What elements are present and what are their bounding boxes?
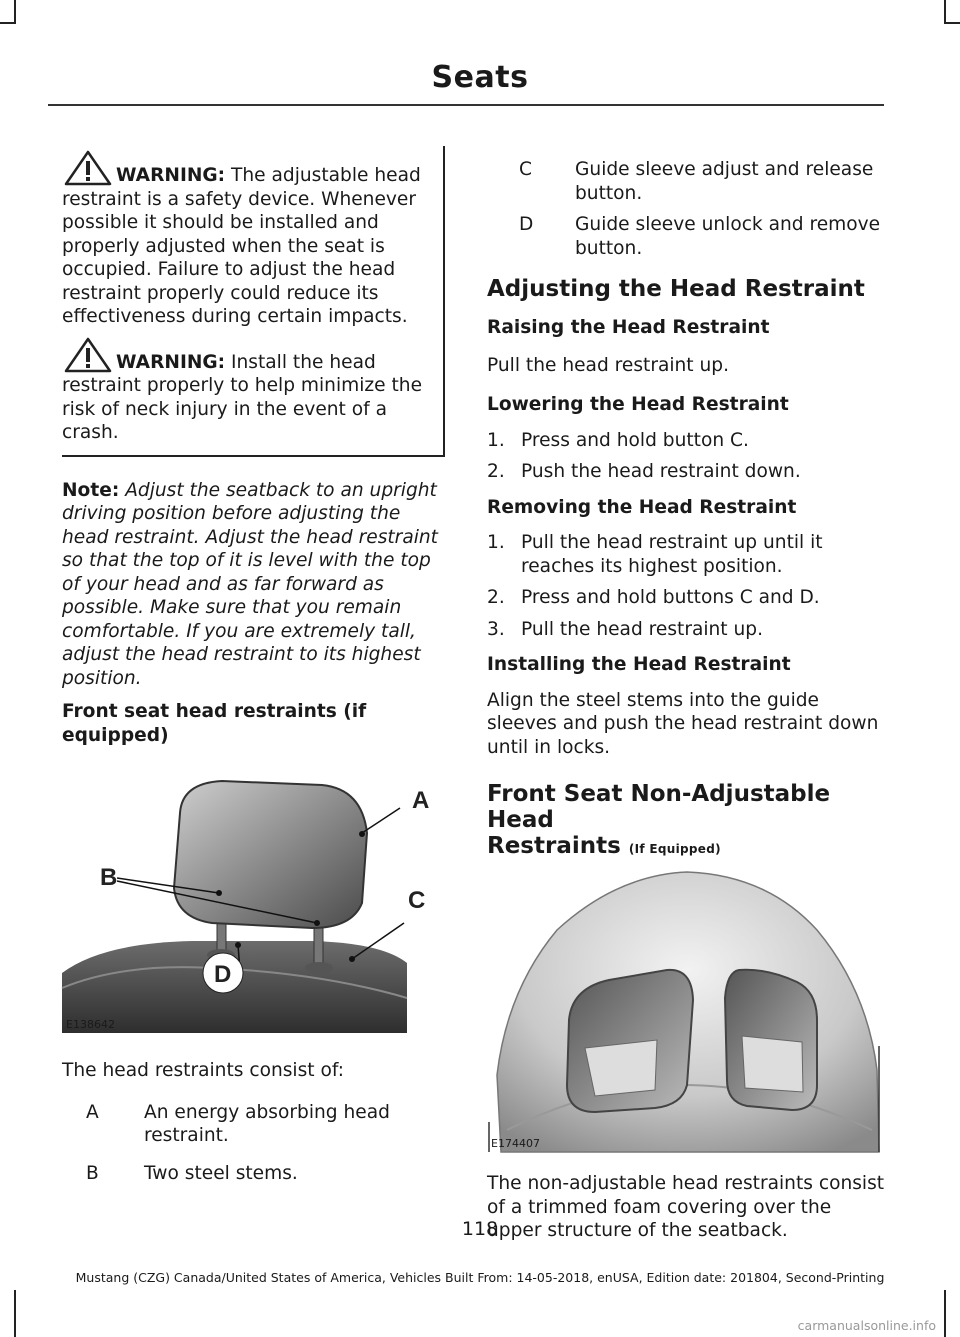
- legend-value: Guide sleeve unlock and remove button.: [575, 214, 881, 259]
- figure-label-a: A: [412, 787, 430, 814]
- legend-value: Guide sleeve adjust and release button.: [575, 159, 874, 204]
- crop-mark: [944, 0, 946, 22]
- figure-label-c: C: [408, 887, 426, 914]
- list-item: 2. Press and hold buttons C and D.: [487, 587, 820, 608]
- intro-text: The head restraints consist of:: [62, 1060, 345, 1081]
- legend-key: A: [86, 1101, 99, 1123]
- warning-label: WARNING:: [116, 351, 226, 373]
- crop-mark: [944, 22, 960, 24]
- crop-mark: [944, 1290, 946, 1337]
- legend-value: Two steel stems.: [144, 1162, 298, 1184]
- figure-code: E138642: [66, 1018, 115, 1031]
- seatback-figure: [487, 870, 881, 1152]
- raising-text: Pull the head restraint up.: [487, 354, 730, 376]
- right-column: [487, 146, 885, 1243]
- note-label: Note:: [62, 479, 120, 501]
- warning-label: WARNING:: [116, 165, 226, 186]
- note: [62, 479, 445, 691]
- raising-title: Raising the Head Restraint: [487, 317, 770, 338]
- list-item: 2. Push the head restraint down.: [487, 461, 801, 482]
- installing-text: Align the steel stems into the guide sleeves and push the head restraint down until in locks.: [487, 689, 879, 758]
- legend-cd: [487, 158, 885, 260]
- figure-label-b: B: [100, 864, 118, 891]
- warning-1: [62, 164, 435, 329]
- note-text: Adjust the seatback to an upright driving position before adjusting the head restraint. Adjust the head restraint so that the top of it is level with the top of your head and as far forward as possible. Make sure that you remain comfortable. If you are extremely tall, adjust the head restraint to its highest position.: [62, 479, 438, 689]
- left-column: [62, 146, 445, 1199]
- legend-ab: [62, 1101, 445, 1186]
- nonadj-suffix: (If Equipped): [628, 842, 721, 856]
- crop-mark: [0, 22, 16, 24]
- warning-2: [62, 351, 435, 445]
- page-number: 118: [461, 1218, 499, 1240]
- list-item: 1. Pull the head restraint up until it reaches its highest position.: [487, 532, 823, 577]
- footer: Mustang (CZG) Canada/United States of America, Vehicles Built From: 14-05-2018, enUSA, Edition date: 201804, Second-Printing: [75, 1270, 885, 1285]
- watermark: carmanualsonline.info: [797, 1318, 936, 1333]
- nonadj-title-line1: Front Seat Non-Adjustable Head: [487, 781, 831, 833]
- legend-key: B: [86, 1162, 99, 1184]
- seatback-illustration: [487, 870, 881, 1152]
- legend-row: [487, 213, 885, 260]
- installing-title: Installing the Head Restraint: [487, 654, 791, 675]
- head-restraint-figure: [62, 763, 430, 1033]
- legend-row: [62, 1101, 445, 1148]
- list-item: 1. Press and hold button C.: [487, 429, 749, 451]
- lowering-title: Lowering the Head Restraint: [487, 394, 789, 415]
- nonadj-title-line2: Restraints: [487, 833, 621, 859]
- warning-triangle-icon: [64, 337, 114, 373]
- list-item: 3. Pull the head restraint up.: [487, 618, 764, 640]
- legend-value: An energy absorbing head restraint.: [144, 1101, 390, 1146]
- page-title: Seats: [431, 60, 529, 95]
- legend-row: [487, 158, 885, 205]
- adjusting-title: Adjusting the Head Restraint: [487, 276, 865, 302]
- legend-key: D: [519, 214, 534, 235]
- crop-mark: [14, 1290, 16, 1337]
- legend-key: C: [519, 159, 532, 180]
- figure-label-d: D: [214, 961, 232, 988]
- header-divider: [48, 104, 884, 106]
- lowering-steps: [487, 429, 885, 484]
- nonadj-title: [487, 781, 885, 862]
- warning-triangle-icon: [64, 150, 114, 186]
- nonadj-text: The non-adjustable head restraints consist of a trimmed foam covering over the upper structure of the seatback.: [487, 1173, 885, 1241]
- legend-row: [62, 1162, 445, 1186]
- removing-steps: [487, 531, 885, 641]
- warning-box: [62, 146, 445, 457]
- crop-mark: [14, 0, 16, 22]
- warning-text: Install the head restraint properly to help minimize the risk of neck injury in the event of a crash.: [62, 351, 423, 443]
- removing-title: Removing the Head Restraint: [487, 496, 797, 518]
- section-title: Front seat head restraints (if equipped): [62, 701, 367, 746]
- figure-code: E174407: [491, 1137, 540, 1150]
- warning-text: The adjustable head restraint is a safety device. Whenever possible it should be installed and properly adjusted when the seat is occupied. Failure to adjust the head restraint properly could reduce its effectiveness during certain impacts.: [62, 165, 421, 327]
- head-restraint-illustration: [62, 763, 430, 1033]
